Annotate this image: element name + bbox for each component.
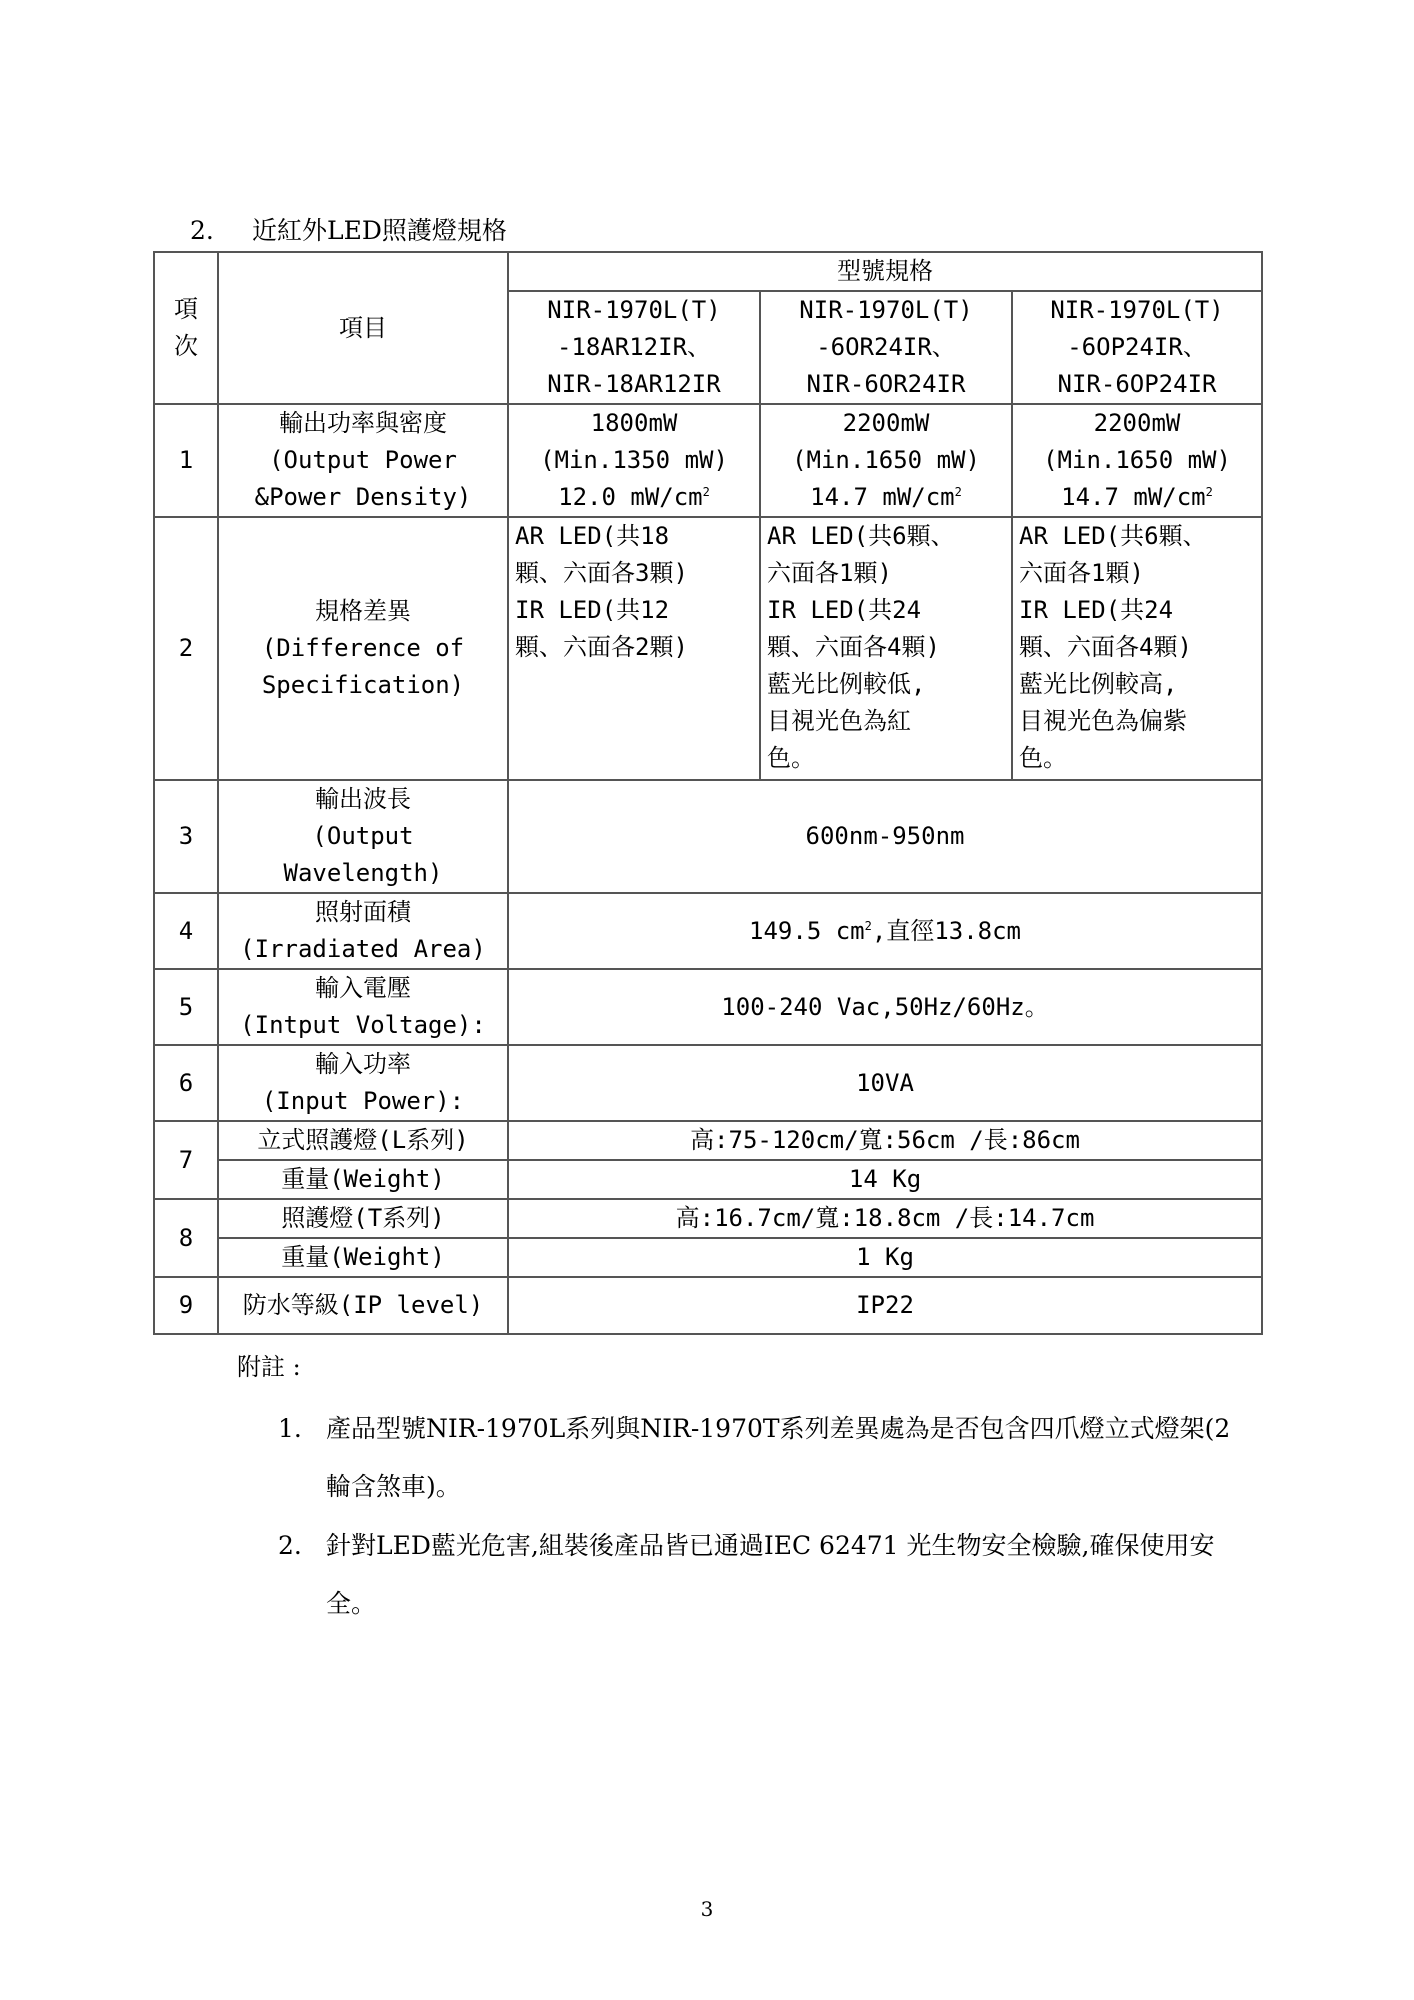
table-row: [154, 1121, 1262, 1160]
row-item: 輸入功率 (Input Power):: [218, 1045, 508, 1121]
table-row: [154, 404, 1262, 517]
row-item: 輸入電壓 (Intput Voltage):: [218, 969, 508, 1045]
row-item: 重量(Weight): [218, 1160, 508, 1199]
note-item: [278, 1517, 1238, 1633]
table-row: [154, 893, 1262, 969]
value-cell: 14 Kg: [508, 1160, 1262, 1199]
row-index: 3: [154, 780, 218, 893]
value-cell: 2200mW (Min.1650 mW) 14.7 $mW/cm^2$: [760, 404, 1012, 517]
header-models-group: 型號規格: [508, 252, 1262, 291]
value-cell: AR LED(共6顆、 六面各1顆) IR LED(共24 顆、六面各4顆) 藍光比例較高, 目視光色為偏紫 色。: [1012, 517, 1262, 780]
row-index: 8: [154, 1199, 218, 1277]
row-item: 輸出功率與密度 (Output Power &Power Density): [218, 404, 508, 517]
section-heading: [190, 214, 507, 248]
row-index: 6: [154, 1045, 218, 1121]
model-cell: NIR-1970L(T) -18AR12IR、 NIR-18AR12IR: [508, 291, 760, 404]
value-cell: 1800mW (Min.1350 mW) 12.0 $mW/cm^2$: [508, 404, 760, 517]
value-cell: 高:16.7cm/寬:18.8cm /長:14.7cm: [508, 1199, 1262, 1238]
model-cell: NIR-1970L(T) -6OP24IR、 NIR-6OP24IR: [1012, 291, 1262, 404]
table-row: [154, 1160, 1262, 1199]
section-title: 近紅外LED照護燈規格: [252, 216, 507, 245]
value-cell: IP22: [508, 1277, 1262, 1334]
section-number: 2.: [190, 216, 214, 245]
note-text: 產品型號NIR-1970L系列與NIR-1970T系列差異處為是否包含四爪燈立式燈架(2輪含煞車)。: [326, 1414, 1231, 1501]
row-item: 輸出波長 (Output Wavelength): [218, 780, 508, 893]
table-row: [154, 517, 1262, 780]
header-item: 項目: [218, 252, 508, 404]
note-number: 1.: [278, 1414, 302, 1443]
page-number: 3: [700, 1897, 714, 1921]
row-item: 防水等級(IP level): [218, 1277, 508, 1334]
table-row: [154, 1277, 1262, 1334]
table-row: [154, 969, 1262, 1045]
table-row: [154, 1238, 1262, 1277]
value-cell: 10VA: [508, 1045, 1262, 1121]
row-index: 2: [154, 517, 218, 780]
note-number: 2.: [278, 1531, 302, 1560]
note-text: 針對LED藍光危害,組裝後產品皆已通過IEC 62471 光生物安全檢驗,確保使用安全。: [326, 1531, 1215, 1618]
table-row: [154, 1045, 1262, 1121]
row-index: 1: [154, 404, 218, 517]
table-row: [154, 1199, 1262, 1238]
row-item: 立式照護燈(L系列): [218, 1121, 508, 1160]
value-cell: 600nm-950nm: [508, 780, 1262, 893]
value-cell: 1 Kg: [508, 1238, 1262, 1277]
value-cell: 高:75-120cm/寬:56cm /長:86cm: [508, 1121, 1262, 1160]
value-cell: 149.5 $cm^2$,直徑13.8cm: [508, 893, 1262, 969]
row-item: 重量(Weight): [218, 1238, 508, 1277]
row-item: 規格差異 (Difference of Specification): [218, 517, 508, 780]
value-cell: 2200mW (Min.1650 mW) 14.7 $mW/cm^2$: [1012, 404, 1262, 517]
header-index: 項 次: [154, 252, 218, 404]
row-index: 4: [154, 893, 218, 969]
row-index: 9: [154, 1277, 218, 1334]
spec-table: [153, 251, 1263, 1335]
row-index: 5: [154, 969, 218, 1045]
table-row: [154, 780, 1262, 893]
row-item: 照射面積 (Irradiated Area): [218, 893, 508, 969]
table-header-row: [154, 252, 1262, 291]
notes-title: 附註 :: [237, 1353, 301, 1381]
model-cell: NIR-1970L(T) -6OR24IR、 NIR-6OR24IR: [760, 291, 1012, 404]
value-cell: AR LED(共18 顆、六面各3顆) IR LED(共12 顆、六面各2顆): [508, 517, 760, 780]
row-index: 7: [154, 1121, 218, 1199]
value-cell: AR LED(共6顆、 六面各1顆) IR LED(共24 顆、六面各4顆) 藍光比例較低, 目視光色為紅 色。: [760, 517, 1012, 780]
value-cell: 100-240 Vac,50Hz/60Hz。: [508, 969, 1262, 1045]
row-item: 照護燈(T系列): [218, 1199, 508, 1238]
note-item: [278, 1400, 1238, 1516]
